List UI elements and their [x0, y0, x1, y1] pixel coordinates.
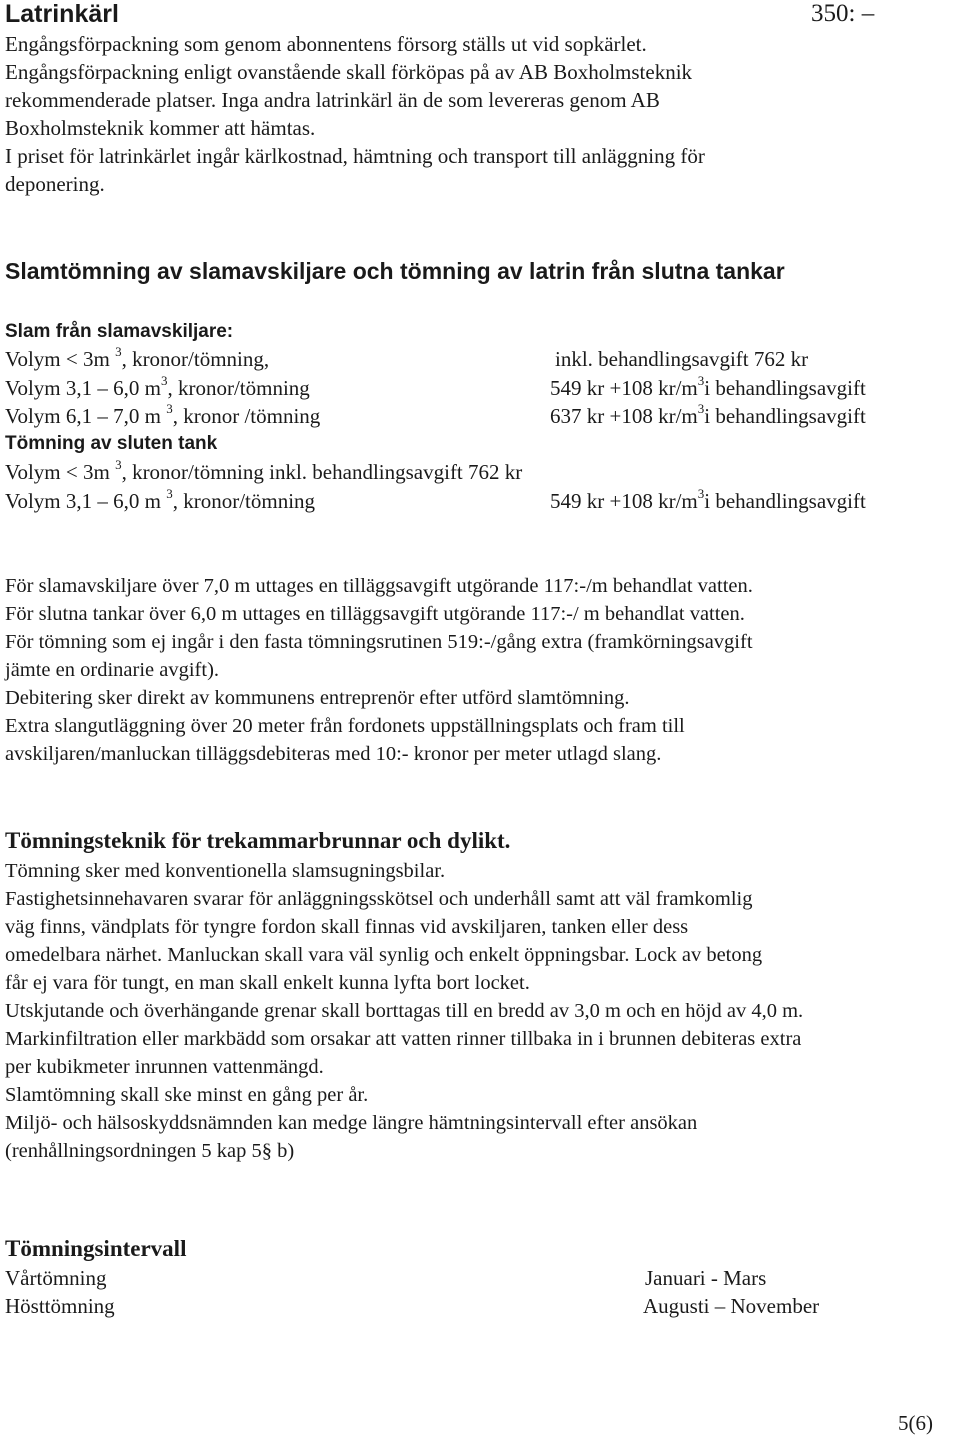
sup: 3 — [115, 457, 122, 472]
latrin-line: rekommenderade platser. Inga andra latrinkärl än de som levereras genom AB — [5, 88, 660, 112]
sep-left: Volym 6,1 – 7,0 m — [5, 404, 167, 428]
slam-heading: Slamtömning av slamavskiljare och tömning av latrin från slutna tankar — [5, 258, 785, 284]
sep-row — [5, 402, 960, 430]
sep-subheading: Slam från slamavskiljare: — [5, 321, 234, 342]
slam-note: För slamavskiljare över 7,0 m uttages en tilläggsavgift utgörande 117:-/m behandlat vatten. — [5, 575, 753, 597]
sep-right: inkl. behandlingsavgift 762 kr — [555, 347, 809, 371]
tank-left-b: , kronor/tömning — [172, 489, 316, 513]
teknik-line: Tömning sker med konventionella slamsugningsbilar. — [5, 860, 446, 882]
intervall-label: Hösttömning — [5, 1294, 115, 1318]
tank-row — [5, 487, 960, 515]
teknik-line: Fastighetsinnehavaren svarar för anläggningsskötsel och underhåll samt att väl framkomlig — [5, 888, 753, 910]
sep-right: 637 kr +108 kr/m — [550, 404, 698, 428]
page-number: 5(6) — [898, 1411, 933, 1435]
intervall-row — [5, 1292, 960, 1320]
teknik-line: Markinfiltration eller markbädd som orsakar att vatten rinner tillbaka in i brunnen debiteras extra — [5, 1028, 802, 1050]
tank-left: Volym 3,1 – 6,0 m — [5, 489, 167, 513]
slam-note: För slutna tankar över 6,0 m uttages en tilläggsavgift utgörande 117:-/ m behandlat vatten. — [5, 603, 745, 625]
sep-right-b: i behandlingsavgift — [704, 376, 866, 400]
sep-left-b: , kronor /tömning — [172, 404, 321, 428]
latrin-line: Boxholmsteknik kommer att hämtas. — [5, 116, 316, 140]
sep-right: 549 kr +108 kr/m — [550, 376, 698, 400]
teknik-line: Utskjutande och överhängande grenar skall borttagas till en bredd av 3,0 m och en höjd av 4,0 m. — [5, 1000, 804, 1022]
intervall-value: Augusti – November — [643, 1294, 820, 1318]
teknik-line: (renhållningsordningen 5 kap 5§ b) — [5, 1140, 295, 1162]
intervall-label: Vårtömning — [5, 1266, 107, 1290]
tank-right-b: i behandlingsavgift — [704, 489, 866, 513]
teknik-heading: Tömningsteknik för trekammarbrunnar och dylikt. — [5, 828, 511, 853]
sep-left-b: , kronor/tömning — [167, 376, 310, 400]
tank-left: Volym < 3m — [5, 460, 116, 484]
sup: 3 — [160, 373, 168, 388]
sup: 3 — [697, 486, 705, 501]
sup: 3 — [697, 401, 705, 416]
slam-note: Extra slangutläggning över 20 meter från fordonets uppställningsplats och fram till — [5, 715, 685, 737]
tank-left-b: , kronor/tömning inkl. behandlingsavgift 762 kr — [121, 460, 523, 484]
teknik-line: per kubikmeter inrunnen vattenmängd. — [5, 1056, 324, 1078]
intervall-value: Januari - Mars — [645, 1266, 767, 1290]
latrin-line: I priset för latrinkärlet ingår kärlkostnad, hämtning och transport till anläggning för — [5, 144, 705, 168]
latrin-line: Engångsförpackning som genom abonnentens försorg ställs ut vid sopkärlet. — [5, 32, 647, 56]
sep-left: Volym < 3m — [5, 347, 116, 371]
teknik-line: omedelbara närhet. Manluckan skall vara väl synlig och enkelt öppningsbar. Lock av betong — [5, 944, 763, 966]
sep-row — [5, 374, 960, 402]
sep-right-b: i behandlingsavgift — [704, 404, 866, 428]
intervall-heading: Tömningsintervall — [5, 1236, 187, 1261]
latrin-title: Latrinkärl — [5, 0, 119, 28]
sep-row — [5, 345, 960, 373]
latrin-text — [5, 30, 960, 198]
sep-left-b: , kronor/tömning, — [121, 347, 270, 371]
teknik-text — [5, 857, 960, 1165]
slam-note: jämte en ordinarie avgift). — [5, 659, 220, 681]
latrin-line: deponering. — [5, 172, 105, 196]
sup: 3 — [166, 401, 173, 416]
slam-notes — [5, 572, 960, 768]
sup: 3 — [166, 486, 173, 501]
slam-note: Debitering sker direkt av kommunens entreprenör efter utförd slamtömning. — [5, 687, 630, 709]
slam-note: avskiljaren/manluckan tilläggsdebiteras med 10:- kronor per meter utlagd slang. — [5, 743, 662, 765]
tank-subheading: Tömning av sluten tank — [5, 433, 218, 454]
teknik-line: får ej vara för tungt, en man skall enkelt kunna lyfta bort locket. — [5, 972, 530, 994]
sup: 3 — [115, 344, 122, 359]
tank-right: 549 kr +108 kr/m — [550, 489, 698, 513]
sup: 3 — [697, 373, 705, 388]
sep-left: Volym 3,1 – 6,0 m — [5, 376, 161, 400]
teknik-line: Slamtömning skall ske minst en gång per år. — [5, 1084, 369, 1106]
teknik-line: Miljö- och hälsoskyddsnämnden kan medge längre hämtningsintervall efter ansökan — [5, 1112, 698, 1134]
intervall-row — [5, 1264, 960, 1292]
slam-note: För tömning som ej ingår i den fasta tömningsrutinen 519:-/gång extra (framkörningsavgift — [5, 631, 753, 653]
tank-row — [5, 458, 960, 486]
latrin-line: Engångsförpackning enligt ovanstående skall förköpas på av AB Boxholmsteknik — [5, 60, 693, 84]
latrin-price: 350: – — [811, 0, 875, 27]
teknik-line: väg finns, vändplats för tyngre fordon skall finnas vid avskiljaren, tanken eller dess — [5, 916, 689, 938]
